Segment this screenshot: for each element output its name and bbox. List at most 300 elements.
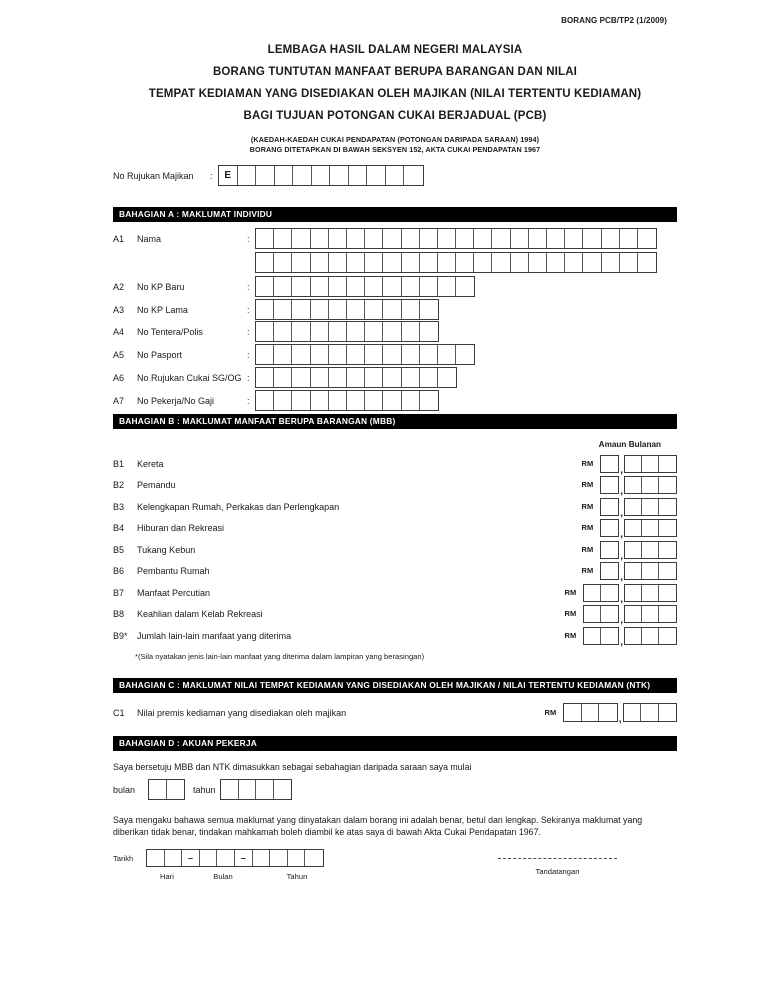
field-a6-boxes[interactable] (255, 367, 457, 388)
org-title: LEMBAGA HASIL DALAM NEGERI MALAYSIA (267, 44, 523, 56)
currency-label: RM (581, 480, 594, 489)
box-cell[interactable] (256, 166, 275, 185)
box-cell[interactable] (383, 253, 401, 272)
field-c1-code: C1 (113, 707, 125, 718)
box-cell[interactable] (565, 253, 583, 272)
box-cell[interactable] (383, 277, 401, 296)
box-cell[interactable] (347, 277, 365, 296)
box-cell[interactable] (625, 542, 642, 558)
box-cell[interactable] (347, 253, 365, 272)
box-cell[interactable] (239, 780, 257, 799)
box-cell[interactable] (620, 253, 638, 272)
field-b9-row (113, 627, 677, 648)
box-cell[interactable] (311, 345, 329, 364)
box-cell[interactable] (383, 345, 401, 364)
box-cell[interactable] (625, 456, 642, 472)
box-cell[interactable] (602, 253, 620, 272)
box-cell[interactable] (420, 253, 438, 272)
form-subtitle-2: BORANG DITETAPKAN DI BAWAH SEKSYEN 152, AKTA CUKAI PENDAPATAN 1967 (249, 145, 541, 154)
field-a7-code: A7 (113, 395, 125, 406)
box-cell[interactable] (292, 277, 310, 296)
field-a1-name-boxes-1[interactable] (255, 228, 657, 249)
field-b5-amount-major[interactable] (600, 541, 619, 559)
form-title-3: BAGI TUJUAN POTONGAN CUKAI BERJADUAL (PCB) (243, 110, 547, 122)
box-cell[interactable] (292, 391, 310, 410)
box-cell[interactable] (347, 391, 365, 410)
box-cell[interactable] (293, 166, 312, 185)
box-cell[interactable] (274, 368, 292, 387)
amount-column-header: Amaun Bulanan (598, 440, 661, 449)
thousands-separator: , (620, 528, 623, 540)
box-cell[interactable] (365, 253, 383, 272)
box-cell[interactable] (329, 253, 347, 272)
field-c1-row (113, 703, 677, 725)
field-a2-boxes[interactable] (255, 276, 475, 297)
box-cell[interactable] (511, 253, 529, 272)
field-a4-code: A4 (113, 326, 125, 337)
box-cell[interactable] (274, 322, 292, 341)
box-cell[interactable] (625, 585, 642, 601)
field-a3-boxes[interactable] (255, 299, 439, 320)
box-cell[interactable] (642, 606, 659, 622)
box-cell[interactable] (383, 368, 401, 387)
field-b9-amount-minor[interactable] (624, 627, 677, 645)
field-b1-label: Kereta (137, 458, 164, 469)
box-cell[interactable] (659, 704, 677, 721)
thousands-separator: , (618, 714, 622, 725)
box-cell[interactable] (167, 780, 185, 799)
box-cell[interactable] (642, 542, 659, 558)
box-cell[interactable] (638, 253, 656, 272)
box-cell[interactable] (329, 368, 347, 387)
box-cell: E (219, 166, 238, 185)
box-cell[interactable] (420, 391, 438, 410)
box-cell[interactable] (292, 253, 310, 272)
form-title-2: TEMPAT KEDIAMAN YANG DISEDIAKAN OLEH MAJIKAN (NILAI TERTENTU KEDIAMAN) (148, 88, 642, 100)
box-cell[interactable] (329, 229, 347, 248)
box-cell[interactable] (367, 166, 386, 185)
currency-label: RM (564, 609, 577, 618)
box-cell[interactable] (625, 520, 642, 536)
field-b8-code: B8 (113, 608, 125, 619)
box-cell[interactable] (642, 628, 659, 644)
month-label: bulan (113, 784, 136, 795)
box-cell[interactable] (624, 704, 642, 721)
field-b7-label: Manfaat Percutian (137, 587, 211, 598)
box-cell[interactable] (256, 368, 274, 387)
box-cell[interactable] (402, 277, 420, 296)
box-cell[interactable] (420, 322, 438, 341)
box-cell[interactable] (365, 368, 383, 387)
field-b2-code: B2 (113, 479, 125, 490)
field-b4-code: B4 (113, 522, 125, 533)
box-cell[interactable] (165, 850, 183, 866)
box-cell[interactable] (659, 477, 676, 493)
box-cell[interactable] (292, 300, 310, 319)
box-cell[interactable] (602, 229, 620, 248)
box-cell[interactable] (659, 456, 676, 472)
box-cell[interactable] (329, 300, 347, 319)
date-label: Tarikh (113, 853, 134, 863)
box-cell[interactable] (601, 499, 618, 515)
box-cell[interactable] (329, 277, 347, 296)
box-cell[interactable] (642, 520, 659, 536)
box-cell[interactable] (402, 322, 420, 341)
box-cell[interactable] (456, 229, 474, 248)
box-cell[interactable] (638, 229, 656, 248)
field-a5-colon: : (247, 349, 250, 360)
box-cell[interactable] (402, 391, 420, 410)
box-cell[interactable] (329, 391, 347, 410)
box-cell[interactable] (256, 780, 274, 799)
box-cell[interactable] (625, 477, 642, 493)
box-cell[interactable] (547, 229, 565, 248)
currency-label: RM (581, 566, 594, 575)
box-cell[interactable] (474, 253, 492, 272)
box-cell[interactable] (642, 499, 659, 515)
box-cell: – (182, 850, 200, 866)
declaration-text: Saya mengaku bahawa semua maklumat yang dinyatakan dalam borang ini adalah benar, betul dan lengkap. Sekiranya maklumat yang diberikan tidak benar, tindakan mahkamah boleh diambil ke atas saya di bawah Akta Cukai Pendapatan 1967. (113, 815, 643, 837)
box-cell[interactable] (221, 780, 239, 799)
box-cell[interactable] (659, 628, 676, 644)
field-b8-amount-minor[interactable] (624, 605, 677, 623)
box-cell[interactable] (420, 277, 438, 296)
currency-label: RM (564, 588, 577, 597)
box-cell[interactable] (625, 628, 642, 644)
box-cell[interactable] (438, 229, 456, 248)
field-c1-label: Nilai premis kediaman yang disediakan oleh majikan (137, 707, 347, 718)
box-cell[interactable] (292, 345, 310, 364)
field-a3-colon: : (247, 304, 250, 315)
thousands-separator: , (620, 614, 623, 626)
field-b7-row (113, 584, 677, 605)
box-cell[interactable] (288, 850, 306, 866)
box-cell[interactable] (292, 322, 310, 341)
field-b4-row (113, 519, 677, 540)
form-title-1: BORANG TUNTUTAN MANFAAT BERUPA BARANGAN DAN NILAI (212, 66, 578, 78)
field-b3-row (113, 498, 677, 519)
year-sublabel: Tahun (286, 872, 308, 881)
box-cell[interactable] (292, 229, 310, 248)
currency-label: RM (581, 502, 594, 511)
box-cell[interactable] (420, 368, 438, 387)
box-cell[interactable] (438, 277, 456, 296)
box-cell[interactable] (312, 166, 331, 185)
section-b-footnote: *(Sila nyatakan jenis lain-lain manfaat yang diterima dalam lampiran yang berasingan) (135, 652, 425, 661)
box-cell[interactable] (404, 166, 423, 185)
box-cell[interactable] (601, 585, 618, 601)
box-cell[interactable] (438, 345, 456, 364)
month-sublabel: Bulan (213, 872, 233, 881)
box-cell[interactable] (347, 300, 365, 319)
box-cell[interactable] (584, 628, 601, 644)
box-cell[interactable] (599, 704, 617, 721)
box-cell[interactable] (383, 391, 401, 410)
thousands-separator: , (620, 464, 623, 476)
box-cell: – (235, 850, 253, 866)
box-cell[interactable] (365, 391, 383, 410)
box-cell[interactable] (456, 345, 474, 364)
box-cell[interactable] (420, 300, 438, 319)
box-cell[interactable] (383, 322, 401, 341)
box-cell[interactable] (311, 300, 329, 319)
field-a5-label: No Pasport (137, 349, 183, 360)
box-cell[interactable] (256, 277, 274, 296)
field-a5-row (113, 344, 677, 365)
field-b6-amount-minor[interactable] (624, 562, 677, 580)
field-b3-amount-major[interactable] (600, 498, 619, 516)
box-cell[interactable] (275, 166, 294, 185)
box-cell[interactable] (386, 166, 405, 185)
box-cell[interactable] (383, 300, 401, 319)
field-b7-code: B7 (113, 587, 125, 598)
signature-line[interactable] (498, 858, 617, 859)
box-cell[interactable] (305, 850, 323, 866)
field-b5-amount-minor[interactable] (624, 541, 677, 559)
box-cell[interactable] (584, 585, 601, 601)
field-a4-label: No Tentera/Polis (137, 326, 203, 337)
box-cell[interactable] (253, 850, 271, 866)
field-a2-colon: : (247, 281, 250, 292)
box-cell[interactable] (565, 229, 583, 248)
field-b6-amount-major[interactable] (600, 562, 619, 580)
box-cell[interactable] (601, 542, 618, 558)
field-a4-boxes[interactable] (255, 321, 439, 342)
box-cell[interactable] (330, 166, 349, 185)
box-cell[interactable] (347, 345, 365, 364)
field-b3-code: B3 (113, 501, 125, 512)
field-a2-code: A2 (113, 281, 125, 292)
section-b-header: BAHAGIAN B : MAKLUMAT MANFAAT BERUPA BARANGAN (MBB) (113, 414, 677, 429)
field-b4-label: Hiburan dan Rekreasi (137, 522, 225, 533)
box-cell[interactable] (329, 345, 347, 364)
box-cell[interactable] (474, 229, 492, 248)
box-cell[interactable] (402, 229, 420, 248)
box-cell[interactable] (642, 585, 659, 601)
box-cell[interactable] (601, 628, 618, 644)
employer-ref-boxes[interactable] (218, 165, 424, 186)
box-cell[interactable] (659, 563, 676, 579)
field-b8-amount-major[interactable] (583, 605, 619, 623)
field-b1-amount-minor[interactable] (624, 455, 677, 473)
box-cell[interactable] (311, 391, 329, 410)
field-b2-amount-major[interactable] (600, 476, 619, 494)
field-a4-colon: : (247, 326, 250, 337)
box-cell[interactable] (438, 253, 456, 272)
field-b9-code: B9* (113, 630, 128, 641)
box-cell[interactable] (625, 563, 642, 579)
field-a7-row (113, 390, 677, 411)
section-d-header: BAHAGIAN D : AKUAN PEKERJA (113, 736, 677, 751)
box-cell[interactable] (274, 300, 292, 319)
field-a2-label: No KP Baru (137, 281, 185, 292)
box-cell[interactable] (349, 166, 368, 185)
box-cell[interactable] (601, 456, 618, 472)
field-c1-amount-major[interactable] (563, 703, 618, 722)
box-cell[interactable] (402, 300, 420, 319)
box-cell[interactable] (625, 606, 642, 622)
box-cell[interactable] (642, 456, 659, 472)
box-cell[interactable] (456, 253, 474, 272)
box-cell[interactable] (149, 780, 167, 799)
field-a1-code: A1 (113, 233, 125, 244)
field-b4-amount-minor[interactable] (624, 519, 677, 537)
box-cell[interactable] (238, 166, 257, 185)
box-cell[interactable] (529, 253, 547, 272)
box-cell[interactable] (584, 606, 601, 622)
box-cell[interactable] (529, 229, 547, 248)
box-cell[interactable] (402, 368, 420, 387)
box-cell[interactable] (365, 345, 383, 364)
field-a3-row (113, 299, 677, 320)
field-b1-amount-major[interactable] (600, 455, 619, 473)
field-a1-colon: : (247, 233, 250, 244)
field-a3-label: No KP Lama (137, 304, 188, 315)
box-cell[interactable] (200, 850, 218, 866)
box-cell[interactable] (420, 229, 438, 248)
date-boxes[interactable] (146, 849, 324, 867)
field-b6-label: Pembantu Rumah (137, 565, 210, 576)
field-a5-boxes[interactable] (255, 344, 475, 365)
box-cell[interactable] (256, 253, 274, 272)
thousands-separator: , (620, 507, 623, 519)
box-cell[interactable] (583, 229, 601, 248)
box-cell[interactable] (659, 585, 676, 601)
box-cell[interactable] (274, 391, 292, 410)
box-cell[interactable] (274, 780, 292, 799)
box-cell[interactable] (311, 277, 329, 296)
box-cell[interactable] (311, 322, 329, 341)
box-cell[interactable] (642, 563, 659, 579)
box-cell[interactable] (659, 606, 676, 622)
box-cell[interactable] (402, 253, 420, 272)
field-a6-label: No Rujukan Cukai SG/OG (137, 372, 242, 383)
box-cell[interactable] (456, 277, 474, 296)
currency-label: RM (581, 545, 594, 554)
box-cell[interactable] (492, 229, 510, 248)
box-cell[interactable] (564, 704, 582, 721)
thousands-separator: , (620, 636, 623, 648)
employer-ref-label: No Rujukan Majikan (113, 170, 194, 181)
field-b1-code: B1 (113, 458, 125, 469)
month-boxes[interactable] (148, 779, 185, 800)
field-b8-label: Keahlian dalam Kelab Rekreasi (137, 608, 263, 619)
box-cell[interactable] (365, 322, 383, 341)
box-cell[interactable] (659, 499, 676, 515)
employer-ref-colon: : (210, 170, 213, 181)
field-b3-amount-minor[interactable] (624, 498, 677, 516)
field-b1-row (113, 455, 677, 476)
consent-text: Saya bersetuju MBB dan NTK dimasukkan sebagai sebahagian daripada saraan saya mulai (113, 762, 472, 772)
box-cell[interactable] (402, 345, 420, 364)
box-cell[interactable] (438, 368, 456, 387)
box-cell[interactable] (365, 229, 383, 248)
box-cell[interactable] (641, 704, 659, 721)
field-a6-row (113, 367, 677, 388)
box-cell[interactable] (256, 391, 274, 410)
field-b5-code: B5 (113, 544, 125, 555)
box-cell[interactable] (292, 368, 310, 387)
box-cell[interactable] (274, 253, 292, 272)
field-a6-code: A6 (113, 372, 125, 383)
currency-label: RM (581, 459, 594, 468)
box-cell[interactable] (582, 704, 600, 721)
year-label: tahun (193, 784, 216, 795)
box-cell[interactable] (274, 345, 292, 364)
box-cell[interactable] (659, 520, 676, 536)
box-cell[interactable] (601, 563, 618, 579)
box-cell[interactable] (601, 477, 618, 493)
box-cell[interactable] (642, 477, 659, 493)
thousands-separator: , (620, 593, 623, 605)
box-cell[interactable] (329, 322, 347, 341)
box-cell[interactable] (601, 520, 618, 536)
field-a1-name-boxes-2[interactable] (255, 252, 657, 273)
field-b2-amount-minor[interactable] (624, 476, 677, 494)
box-cell[interactable] (365, 300, 383, 319)
field-a1-label: Nama (137, 233, 162, 244)
field-a3-code: A3 (113, 304, 125, 315)
box-cell[interactable] (311, 229, 329, 248)
field-b9-amount-major[interactable] (583, 627, 619, 645)
field-b5-row (113, 541, 677, 562)
box-cell[interactable] (256, 322, 274, 341)
box-cell[interactable] (347, 229, 365, 248)
box-cell[interactable] (492, 253, 510, 272)
box-cell[interactable] (217, 850, 235, 866)
signature-label: Tandatangan (535, 867, 580, 876)
field-c1-amount-minor[interactable] (623, 703, 678, 722)
field-b8-row (113, 605, 677, 626)
box-cell[interactable] (274, 229, 292, 248)
box-cell[interactable] (256, 229, 274, 248)
thousands-separator: , (620, 550, 623, 562)
box-cell[interactable] (270, 850, 288, 866)
box-cell[interactable] (147, 850, 165, 866)
field-b7-amount-minor[interactable] (624, 584, 677, 602)
box-cell[interactable] (365, 277, 383, 296)
box-cell[interactable] (583, 253, 601, 272)
field-b4-amount-major[interactable] (600, 519, 619, 537)
box-cell[interactable] (311, 253, 329, 272)
box-cell[interactable] (347, 368, 365, 387)
field-b9-label: Jumlah lain-lain manfaat yang diterima (137, 630, 292, 641)
form-subtitle-1: (KAEDAH-KAEDAH CUKAI PENDAPATAN (POTONGAN DARIPADA SARAAN) 1994) (250, 135, 540, 144)
box-cell[interactable] (256, 300, 274, 319)
currency-label: RM (564, 631, 577, 640)
box-cell[interactable] (659, 542, 676, 558)
box-cell[interactable] (383, 229, 401, 248)
box-cell[interactable] (274, 277, 292, 296)
box-cell[interactable] (347, 322, 365, 341)
year-boxes[interactable] (220, 779, 292, 800)
day-sublabel: Hari (160, 872, 174, 881)
thousands-separator: , (620, 485, 623, 497)
field-b7-amount-major[interactable] (583, 584, 619, 602)
box-cell[interactable] (256, 345, 274, 364)
thousands-separator: , (620, 571, 623, 583)
field-b5-label: Tukang Kebun (137, 544, 196, 555)
box-cell[interactable] (311, 368, 329, 387)
box-cell[interactable] (625, 499, 642, 515)
box-cell[interactable] (420, 345, 438, 364)
box-cell[interactable] (511, 229, 529, 248)
field-b6-row (113, 562, 677, 583)
box-cell[interactable] (620, 229, 638, 248)
box-cell[interactable] (601, 606, 618, 622)
box-cell[interactable] (547, 253, 565, 272)
field-a7-boxes[interactable] (255, 390, 439, 411)
